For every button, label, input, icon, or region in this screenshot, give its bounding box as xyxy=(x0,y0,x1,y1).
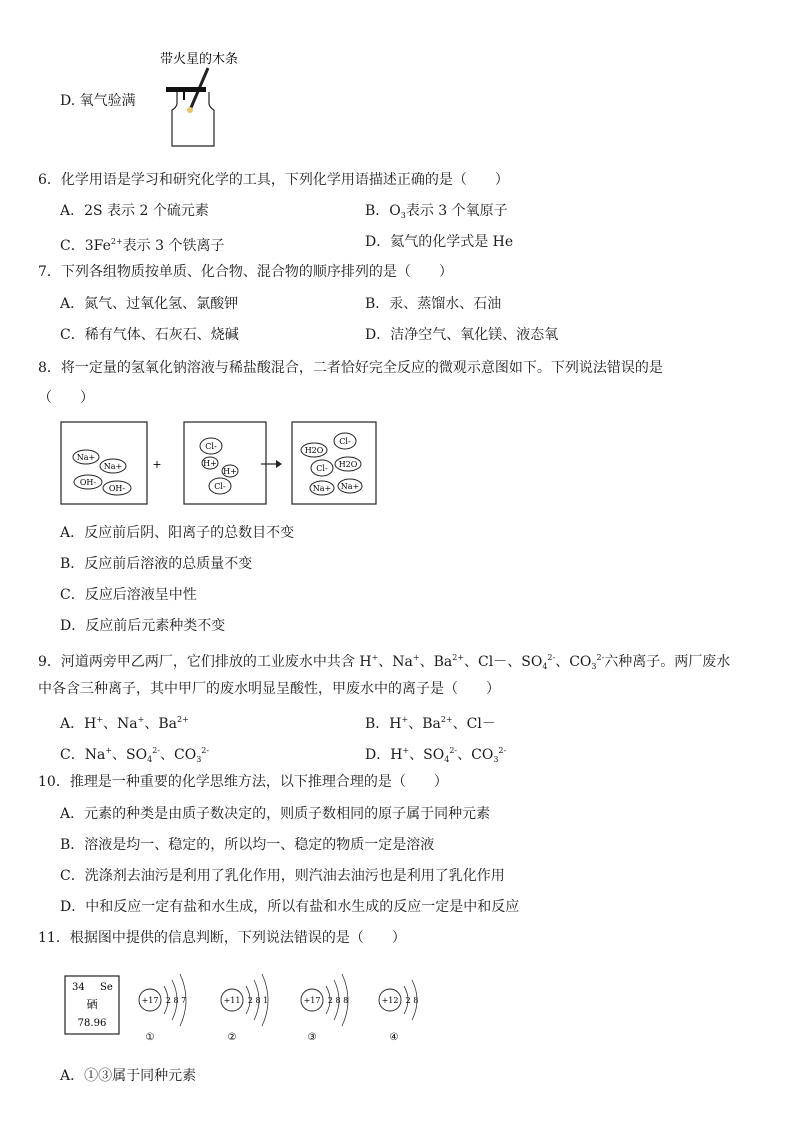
q10-option-a: A．元素的种类是由质子数决定的，则质子数相同的原子属于同种元素 xyxy=(60,806,491,822)
svg-text:+17: +17 xyxy=(141,996,159,1005)
ion-cl-4-label: Cl- xyxy=(316,464,328,473)
q8-option-c: C．反应后溶液呈中性 xyxy=(60,587,197,603)
svg-text:③: ③ xyxy=(307,1032,317,1043)
svg-text:①: ① xyxy=(145,1032,155,1043)
neutralization-diagram xyxy=(60,420,380,506)
ion-na-4-label: Na+ xyxy=(340,482,360,491)
q7-option-d: D．洁净空气、氧化镁、液态氧 xyxy=(365,327,559,343)
ion-h-1-label: H+ xyxy=(203,459,217,468)
tile-name: 硒 xyxy=(86,998,98,1011)
atom-structure-figure xyxy=(60,958,440,1054)
ion-oh-2-label: OH- xyxy=(108,484,126,493)
molecule-h2o-2-label: H2O xyxy=(338,460,358,469)
svg-text:+17: +17 xyxy=(303,996,321,1005)
q6-option-b: B．$O_3$表示 3 个氧原子 xyxy=(365,203,508,220)
q6-stem: 6．化学用语是学习和研究化学的工具，下列化学用语描述正确的是（ ） xyxy=(38,172,509,188)
molecule-h2o-1-label: H2O xyxy=(304,446,324,455)
q9-option-a: A．H+、Na+、$Ba^{2+}$ xyxy=(60,715,189,732)
ion-cl-2-label: Cl- xyxy=(214,482,226,491)
q10-option-d: D．中和反应一定有盐和水生成，所以有盐和水生成的反应一定是中和反应 xyxy=(60,899,520,915)
ion-na-2-label: Na+ xyxy=(103,462,123,471)
svg-text:+12: +12 xyxy=(381,996,399,1005)
q11-option-a: A．①③属于同种元素 xyxy=(60,1068,197,1084)
ion-cl-1-label: Cl- xyxy=(205,442,217,451)
q10-option-c: C．洗涤剂去油污是利用了乳化作用，则汽油去油污也是利用了乳化作用 xyxy=(60,868,505,884)
svg-text:④: ④ xyxy=(389,1032,399,1043)
q7-option-a: A．氮气、过氧化氢、氯酸钾 xyxy=(60,296,239,312)
svg-text:2 8 1: 2 8 1 xyxy=(247,996,269,1005)
atom-diagram-2 xyxy=(221,974,268,1043)
svg-text:2 8: 2 8 xyxy=(405,996,419,1005)
q9-option-c: C．Na+、$SO_4^{2-}$、$CO_3^{2-}$ xyxy=(60,746,210,764)
plus-sign: + xyxy=(152,458,162,471)
ion-oh-1-label: OH- xyxy=(79,478,97,487)
svg-text:2 8 8: 2 8 8 xyxy=(327,996,349,1005)
svg-text:②: ② xyxy=(227,1032,237,1043)
q8-stem: 8．将一定量的氢氧化钠溶液与稀盐酸混合，二者恰好完全反应的微观示意图如下。下列说法错误的是 xyxy=(38,360,663,376)
q8-option-b: B．反应前后溶液的总质量不变 xyxy=(60,556,253,572)
tile-atomic-number: 34 xyxy=(72,982,85,993)
q10-option-b: B．溶液是均一、稳定的，所以均一、稳定的物质一定是溶液 xyxy=(60,837,435,853)
q6-option-d: D．氦气的化学式是 He xyxy=(365,234,514,250)
atom-diagram-3 xyxy=(301,974,348,1043)
q6-option-c: C．$3Fe^{2+}$表示 3 个铁离子 xyxy=(60,237,225,254)
atom-diagram-4 xyxy=(379,980,418,1043)
q10-stem: 10．推理是一种重要的化学思维方法，以下推理合理的是（ ） xyxy=(38,774,448,790)
ion-h-2-label: H+ xyxy=(223,467,237,476)
tile-atomic-mass: 78.96 xyxy=(77,1018,107,1029)
q8-option-a: A．反应前后阴、阳离子的总数目不变 xyxy=(60,525,295,541)
ion-na-1-label: Na+ xyxy=(76,453,96,462)
q7-option-b: B．汞、蒸馏水、石油 xyxy=(365,296,502,312)
q5-option-d: D. 氧气验满 xyxy=(60,93,136,109)
q11-stem: 11．根据图中提供的信息判断，下列说法错误的是（ ） xyxy=(38,930,406,946)
figure-label-wooden-stick: 带火星的木条 xyxy=(160,52,239,67)
q8-option-d: D．反应前后元素种类不变 xyxy=(60,618,226,634)
atom-diagram-1 xyxy=(139,974,186,1043)
q9-option-d: D．H+、$SO_4^{2-}$、$CO_3^{2-}$ xyxy=(365,746,507,764)
svg-text:+11: +11 xyxy=(223,996,241,1005)
q9-option-b: B．H+、$Ba^{2+}$、Cl－ xyxy=(365,715,496,732)
q7-stem: 7．下列各组物质按单质、化合物、混合物的顺序排列的是（ ） xyxy=(38,264,453,280)
ion-na-3-label: Na+ xyxy=(312,484,332,493)
ion-cl-3-label: Cl- xyxy=(339,437,351,446)
tile-symbol: Se xyxy=(100,982,113,993)
q8-stem-bracket: （ ） xyxy=(38,390,94,406)
q7-option-c: C．稀有气体、石灰石、烧碱 xyxy=(60,327,239,343)
gas-bottle-figure xyxy=(160,46,260,151)
q6-option-a: A．2S 表示 2 个硫元素 xyxy=(60,203,209,219)
q9-stem: 9．河道两旁甲乙两厂，它们排放的工业废水中共含 H+、Na+、$Ba^{2+}$、Cl－、$SO_4^{2-}$、$CO_3^{2-}$六种离子。两厂废水 xyxy=(38,653,731,671)
q9-stem-cont: 中各含三种离子，其中甲厂的废水明显呈酸性，甲废水中的离子是（ ） xyxy=(38,681,500,697)
svg-text:2 8 7: 2 8 7 xyxy=(165,996,187,1005)
